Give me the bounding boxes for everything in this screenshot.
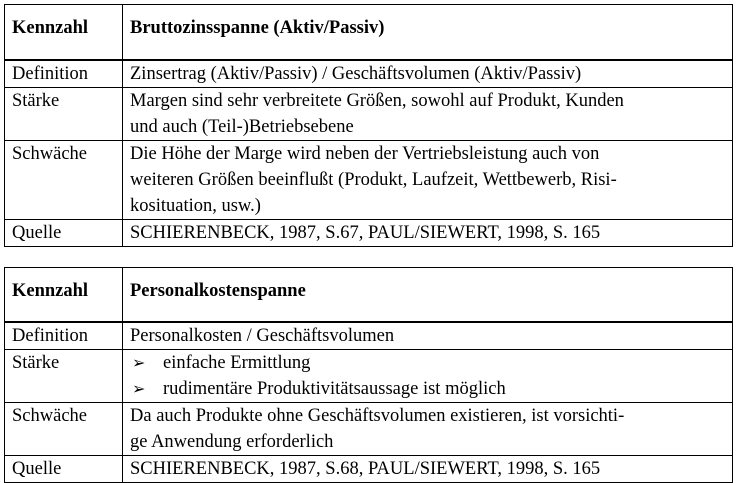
bullet-item [130, 376, 732, 402]
table-header-row [5, 268, 733, 323]
row-label: Stärke [5, 88, 123, 141]
definition-text: Personalkosten / Geschäftsvolumen [123, 322, 733, 350]
schwaeche-text [123, 141, 733, 220]
text-line: Die Höhe der Marge wird neben der Vertriebsleistung auch von [130, 144, 600, 164]
row-label: Stärke [5, 350, 123, 403]
text-line: Da auch Produkte ohne Geschäftsvolumen existieren, ist vorsichti- [130, 406, 625, 426]
quelle-text: SCHIERENBECK, 1987, S.67, PAUL/SIEWERT, 1998, S. 165 [123, 220, 733, 247]
arrowhead-bullet-icon: ➢ [132, 353, 146, 372]
table-row-schwaeche [5, 403, 733, 456]
kpi-table-bruttozinsspanne [4, 4, 733, 247]
table-row-quelle [5, 220, 733, 247]
text-line: weiteren Größen beeinflußt (Produkt, Laufzeit, Wettbewerb, Risi- [130, 170, 617, 190]
kpi-table-personalkostenspanne [4, 267, 733, 483]
text-line: kosituation, usw.) [130, 196, 261, 216]
row-label: Quelle [5, 456, 123, 483]
row-label: Schwäche [5, 403, 123, 456]
table-row-quelle [5, 456, 733, 483]
staerke-bullets [123, 350, 733, 403]
definition-text: Zinsertrag (Aktiv/Passiv) / Geschäftsvolumen (Aktiv/Passiv) [123, 60, 733, 88]
table-row-staerke [5, 350, 733, 403]
text-line: ge Anwendung erforderlich [130, 432, 334, 452]
arrowhead-bullet-icon: ➢ [132, 379, 146, 398]
table-header-row [5, 5, 733, 61]
table-row-schwaeche [5, 141, 733, 220]
table-row-staerke [5, 88, 733, 141]
header-label: Kennzahl [5, 268, 123, 323]
row-label: Schwäche [5, 141, 123, 220]
bullet-text: rudimentäre Produktivitätsaussage ist möglich [163, 379, 506, 399]
text-line: und auch (Teil-)Betriebsebene [130, 117, 354, 137]
header-label: Kennzahl [5, 5, 123, 61]
kpi-name: Personalkostenspanne [123, 268, 733, 323]
staerke-text [123, 88, 733, 141]
schwaeche-text [123, 403, 733, 456]
table-row-definition [5, 60, 733, 88]
bullet-item [130, 350, 732, 376]
text-line: Margen sind sehr verbreitete Größen, sowohl auf Produkt, Kunden [130, 91, 624, 111]
row-label: Definition [5, 322, 123, 350]
row-label: Definition [5, 60, 123, 88]
bullet-text: einfache Ermittlung [163, 353, 311, 373]
table-row-definition [5, 322, 733, 350]
kpi-name: Bruttozinsspanne (Aktiv/Passiv) [123, 5, 733, 61]
quelle-text: SCHIERENBECK, 1987, S.68, PAUL/SIEWERT, 1998, S. 165 [123, 456, 733, 483]
row-label: Quelle [5, 220, 123, 247]
